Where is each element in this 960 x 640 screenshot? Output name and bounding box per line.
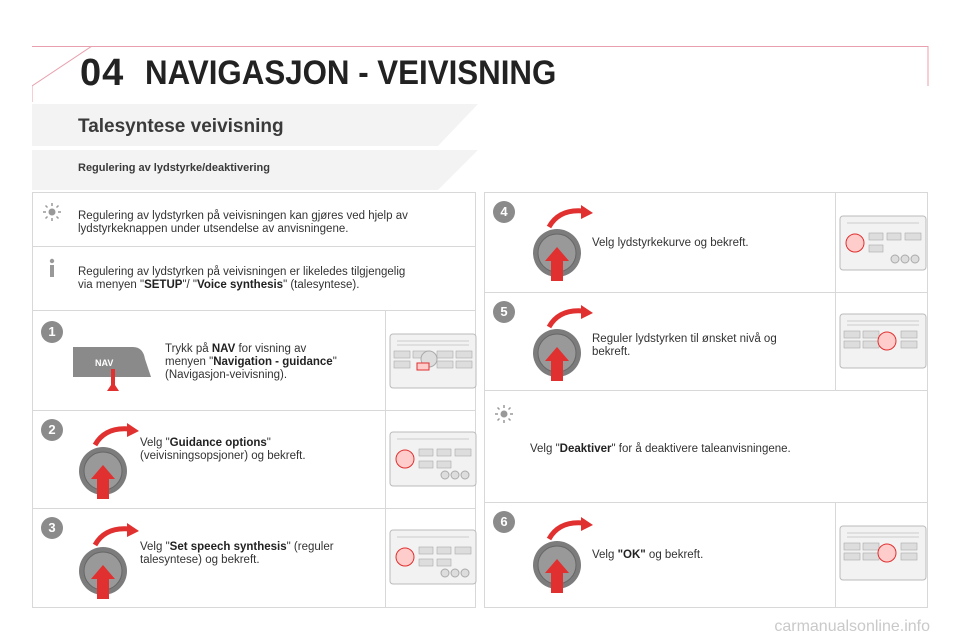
tip-line-1: Regulering av lydstyrken på veivisningen kan gjøres ved hjelp av	[78, 210, 408, 222]
tip-deactivate-text	[530, 443, 791, 456]
step-6-badge: 6	[493, 511, 515, 533]
subsection-title: Regulering av lydstyrke/deaktivering	[78, 162, 270, 174]
step-2-pre: Velg "	[140, 437, 170, 449]
rotary-knob-illustration	[525, 517, 595, 593]
radio-panel-illustration	[389, 529, 477, 585]
step-3-badge: 3	[41, 517, 63, 539]
step-1-line-2c: "	[332, 356, 337, 368]
step-1-badge: 1	[41, 321, 63, 343]
step-2-box	[33, 411, 475, 509]
step-1-pre: Trykk på	[165, 343, 212, 355]
right-panel	[484, 192, 928, 608]
nav-button-illustration	[73, 339, 151, 393]
tip-text	[78, 210, 408, 236]
info-text	[78, 266, 405, 292]
step-3-line-1	[140, 541, 334, 554]
set-speech-synthesis-label: Set speech synthesis	[169, 541, 287, 553]
step-3-box	[33, 509, 475, 607]
step-5-line-2: bekreft.	[592, 346, 631, 358]
tip-box-deactivate	[485, 391, 927, 503]
nav-label: NAV	[211, 343, 236, 355]
step-3-separator	[385, 509, 386, 607]
step-3-line-2: talesyntese) og bekreft.	[140, 554, 260, 566]
info-box-setup-menu	[33, 247, 475, 311]
step-1-line-3: (Navigasjon-veivisning).	[165, 369, 288, 381]
step-1-box	[33, 311, 475, 411]
tip-line-2: lydstyrkeknappen under utsendelse av anvisningene.	[78, 223, 349, 235]
step-6-separator	[835, 503, 836, 607]
radio-panel-illustration	[839, 215, 927, 271]
step-1-text	[165, 343, 337, 382]
step-3-post: " (reguler	[286, 541, 334, 553]
navigation-guidance-label: Navigation - guidance	[213, 356, 333, 368]
step-6-post: og bekreft.	[645, 549, 704, 561]
step-2-line-1	[140, 437, 306, 450]
info-prefix: via menyen "	[78, 279, 145, 291]
step-5-text	[592, 333, 777, 359]
radio-panel-illustration	[839, 313, 927, 369]
radio-panel-illustration	[389, 431, 477, 487]
step-1-line-1	[165, 343, 337, 356]
chapter-title: NAVIGASJON - VEIVISNING	[145, 54, 557, 92]
deaktiver-label: Deaktiver	[559, 443, 612, 455]
step-2-line-2: (veivisningsopsjoner) og bekreft.	[140, 450, 306, 462]
watermark: carmanualsonline.info	[774, 618, 930, 635]
step-6-box	[485, 503, 927, 607]
step-1-line-2a: menyen "	[165, 356, 214, 368]
info-line-1: Regulering av lydstyrken på veivisningen er likeledes tilgjengelig	[78, 266, 406, 278]
step-1-post: for visning av	[235, 343, 307, 355]
info-mid: "/ "	[182, 279, 197, 291]
step-3-pre: Velg "	[140, 541, 170, 553]
rotary-knob-illustration	[525, 305, 595, 381]
step-5-line-1: Reguler lydstyrken til ønsket nivå og	[592, 333, 777, 345]
step-2-text	[140, 437, 306, 463]
info-icon	[41, 257, 63, 279]
radio-panel-illustration	[389, 333, 477, 389]
step-5-separator	[835, 293, 836, 391]
step-1-separator	[385, 311, 386, 411]
step-4-box	[485, 193, 927, 293]
tip-deactivate-pre: Velg "	[530, 443, 560, 455]
voice-synthesis-label: Voice synthesis	[197, 279, 284, 291]
step-5-badge: 5	[493, 301, 515, 323]
chapter-number: 04	[80, 52, 125, 94]
lightbulb-tip-icon	[493, 403, 515, 425]
step-6-text	[592, 549, 703, 562]
left-panel	[32, 192, 476, 608]
step-4-badge: 4	[493, 201, 515, 223]
step-5-box	[485, 293, 927, 391]
rotary-knob-illustration	[71, 423, 141, 499]
step-2-post: "	[266, 437, 271, 449]
nav-button-label: NAV	[95, 358, 114, 368]
guidance-options-label: Guidance options	[169, 437, 267, 449]
info-suffix: " (talesyntese).	[283, 279, 360, 291]
lightbulb-tip-icon	[41, 201, 63, 223]
radio-panel-illustration	[839, 525, 927, 581]
rotary-knob-illustration	[71, 523, 141, 599]
step-3-text	[140, 541, 334, 567]
section-title: Talesyntese veivisning	[78, 116, 284, 137]
ok-label: "OK"	[617, 549, 646, 561]
rotary-knob-illustration	[525, 205, 595, 281]
tip-deactivate-post: " for å deaktivere taleanvisningene.	[611, 443, 791, 455]
header-right-edge	[910, 46, 930, 106]
step-6-pre: Velg	[592, 549, 618, 561]
step-1-line-2	[165, 356, 337, 369]
step-2-separator	[385, 411, 386, 509]
setup-menu-label: SETUP	[144, 279, 183, 291]
step-4-text: Velg lydstyrkekurve og bekreft.	[592, 237, 749, 249]
step-2-badge: 2	[41, 419, 63, 441]
step-4-separator	[835, 193, 836, 293]
info-line-2	[78, 279, 405, 292]
tip-box-volume-knob	[33, 193, 475, 247]
